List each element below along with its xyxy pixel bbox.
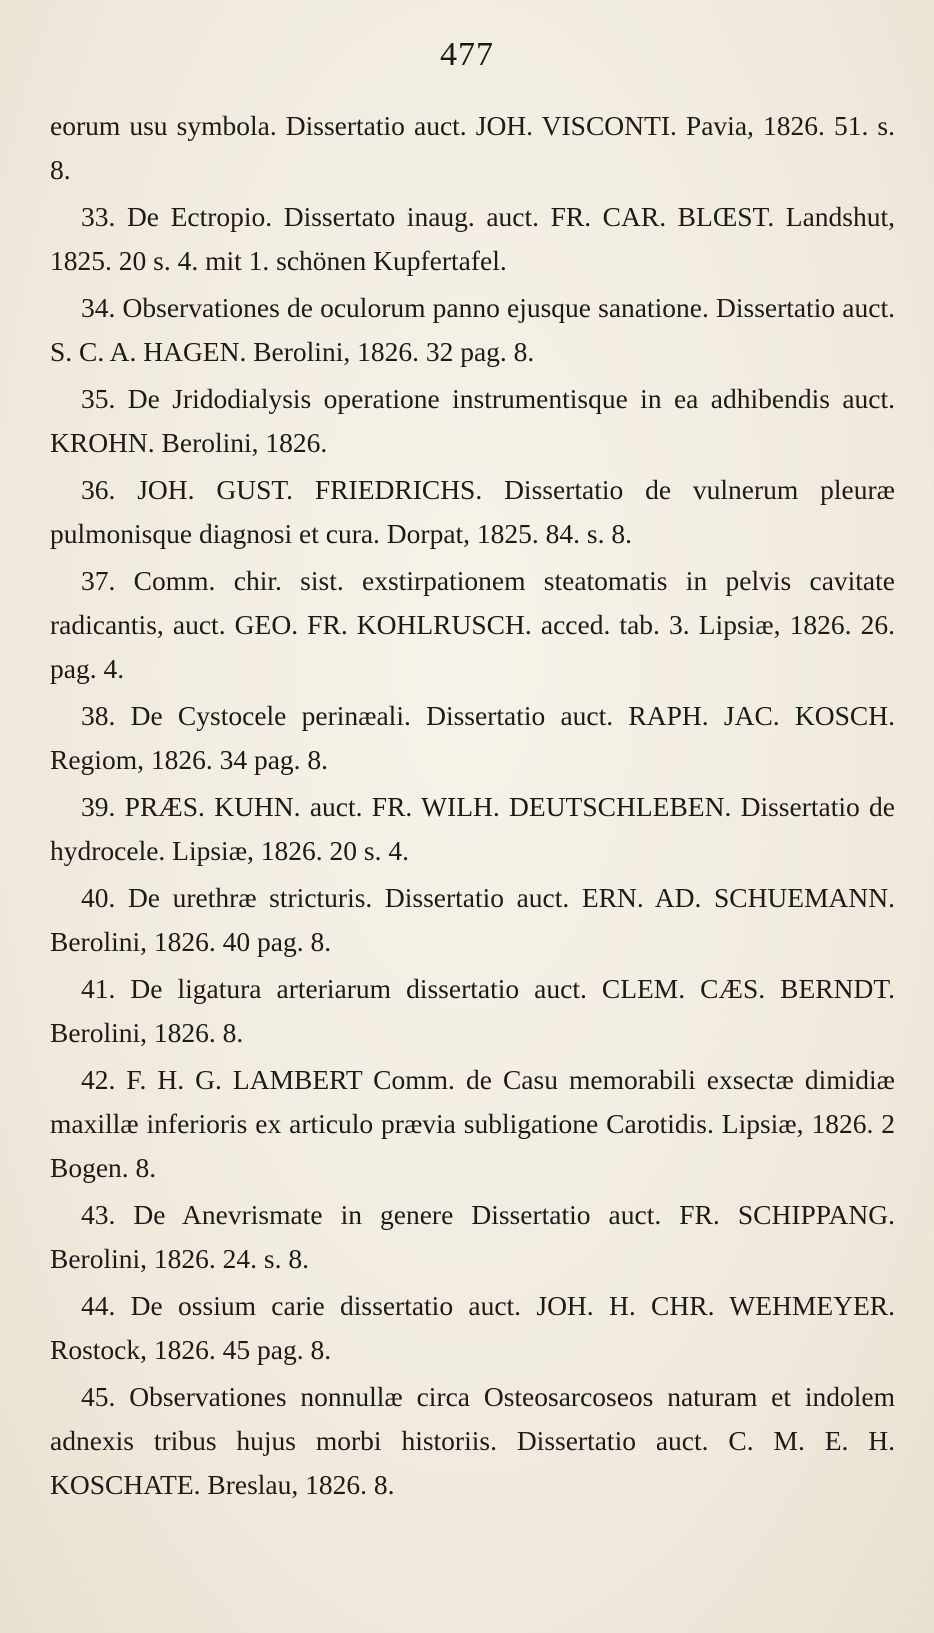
list-item: 37. Comm. chir. sist. exstirpationem steatomatis in pelvis cavitate radicantis, auct. GEO. FR. KOHLRUSCH. acced. tab. 3. Lipsiæ, 1826. 26. pag. 4. [50,565,895,684]
list-item: 40. De urethræ stricturis. Dissertatio auct. ERN. AD. SCHUEMANN. Berolini, 1826. 40 pag. 8. [50,882,895,957]
list-item: 41. De ligatura arteriarum dissertatio auct. CLEM. CÆS. BERNDT. Berolini, 1826. 8. [50,973,895,1048]
list-item: 33. De Ectropio. Dissertato inaug. auct. FR. CAR. BLŒST. Landshut, 1825. 20 s. 4. mit 1. schönen Kupfertafel. [50,201,895,276]
list-item: 38. De Cystocele perinæali. Dissertatio auct. RAPH. JAC. KOSCH. Regiom, 1826. 34 pag. 8. [50,700,895,775]
list-item: 43. De Anevrismate in genere Dissertatio auct. FR. SCHIPPANG. Berolini, 1826. 24. s. 8. [50,1199,895,1274]
list-item: 39. PRÆS. KUHN. auct. FR. WILH. DEUTSCHLEBEN. Dissertatio de hydrocele. Lipsiæ, 1826. 20 s. 4. [50,791,895,866]
list-item: 35. De Jridodialysis operatione instrumentisque in ea adhibendis auct. KROHN. Berolini, 1826. [50,383,895,458]
list-item: 44. De ossium carie dissertatio auct. JOH. H. CHR. WEHMEYER. Rostock, 1826. 45 pag. 8. [50,1290,895,1365]
list-item: eorum usu symbola. Dissertatio auct. JOH. VISCONTI. Pavia, 1826. 51. s. 8. [50,110,895,185]
list-item: 42. F. H. G. LAMBERT Comm. de Casu memorabili exsectæ dimidiæ maxillæ inferioris ex articulo prævia subligatione Carotidis. Lipsiæ, 1826. 2 Bogen. 8. [50,1064,895,1183]
list-item: 45. Observationes nonnullæ circa Osteosarcoseos naturam et indolem adnexis tribus hujus morbi historiis. Dissertatio auct. C. M. E. H. KOSCHATE. Breslau, 1826. 8. [50,1381,895,1500]
list-item: 36. JOH. GUST. FRIEDRICHS. Dissertatio de vulnerum pleuræ pulmonisque diagnosi et cura. Dorpat, 1825. 84. s. 8. [50,474,895,549]
bibliography-list [50,104,895,1510]
list-item: 34. Observationes de oculorum panno ejusque sanatione. Dissertatio auct. S. C. A. HAGEN. Berolini, 1826. 32 pag. 8. [50,292,895,367]
page-number: 477 [440,36,494,73]
